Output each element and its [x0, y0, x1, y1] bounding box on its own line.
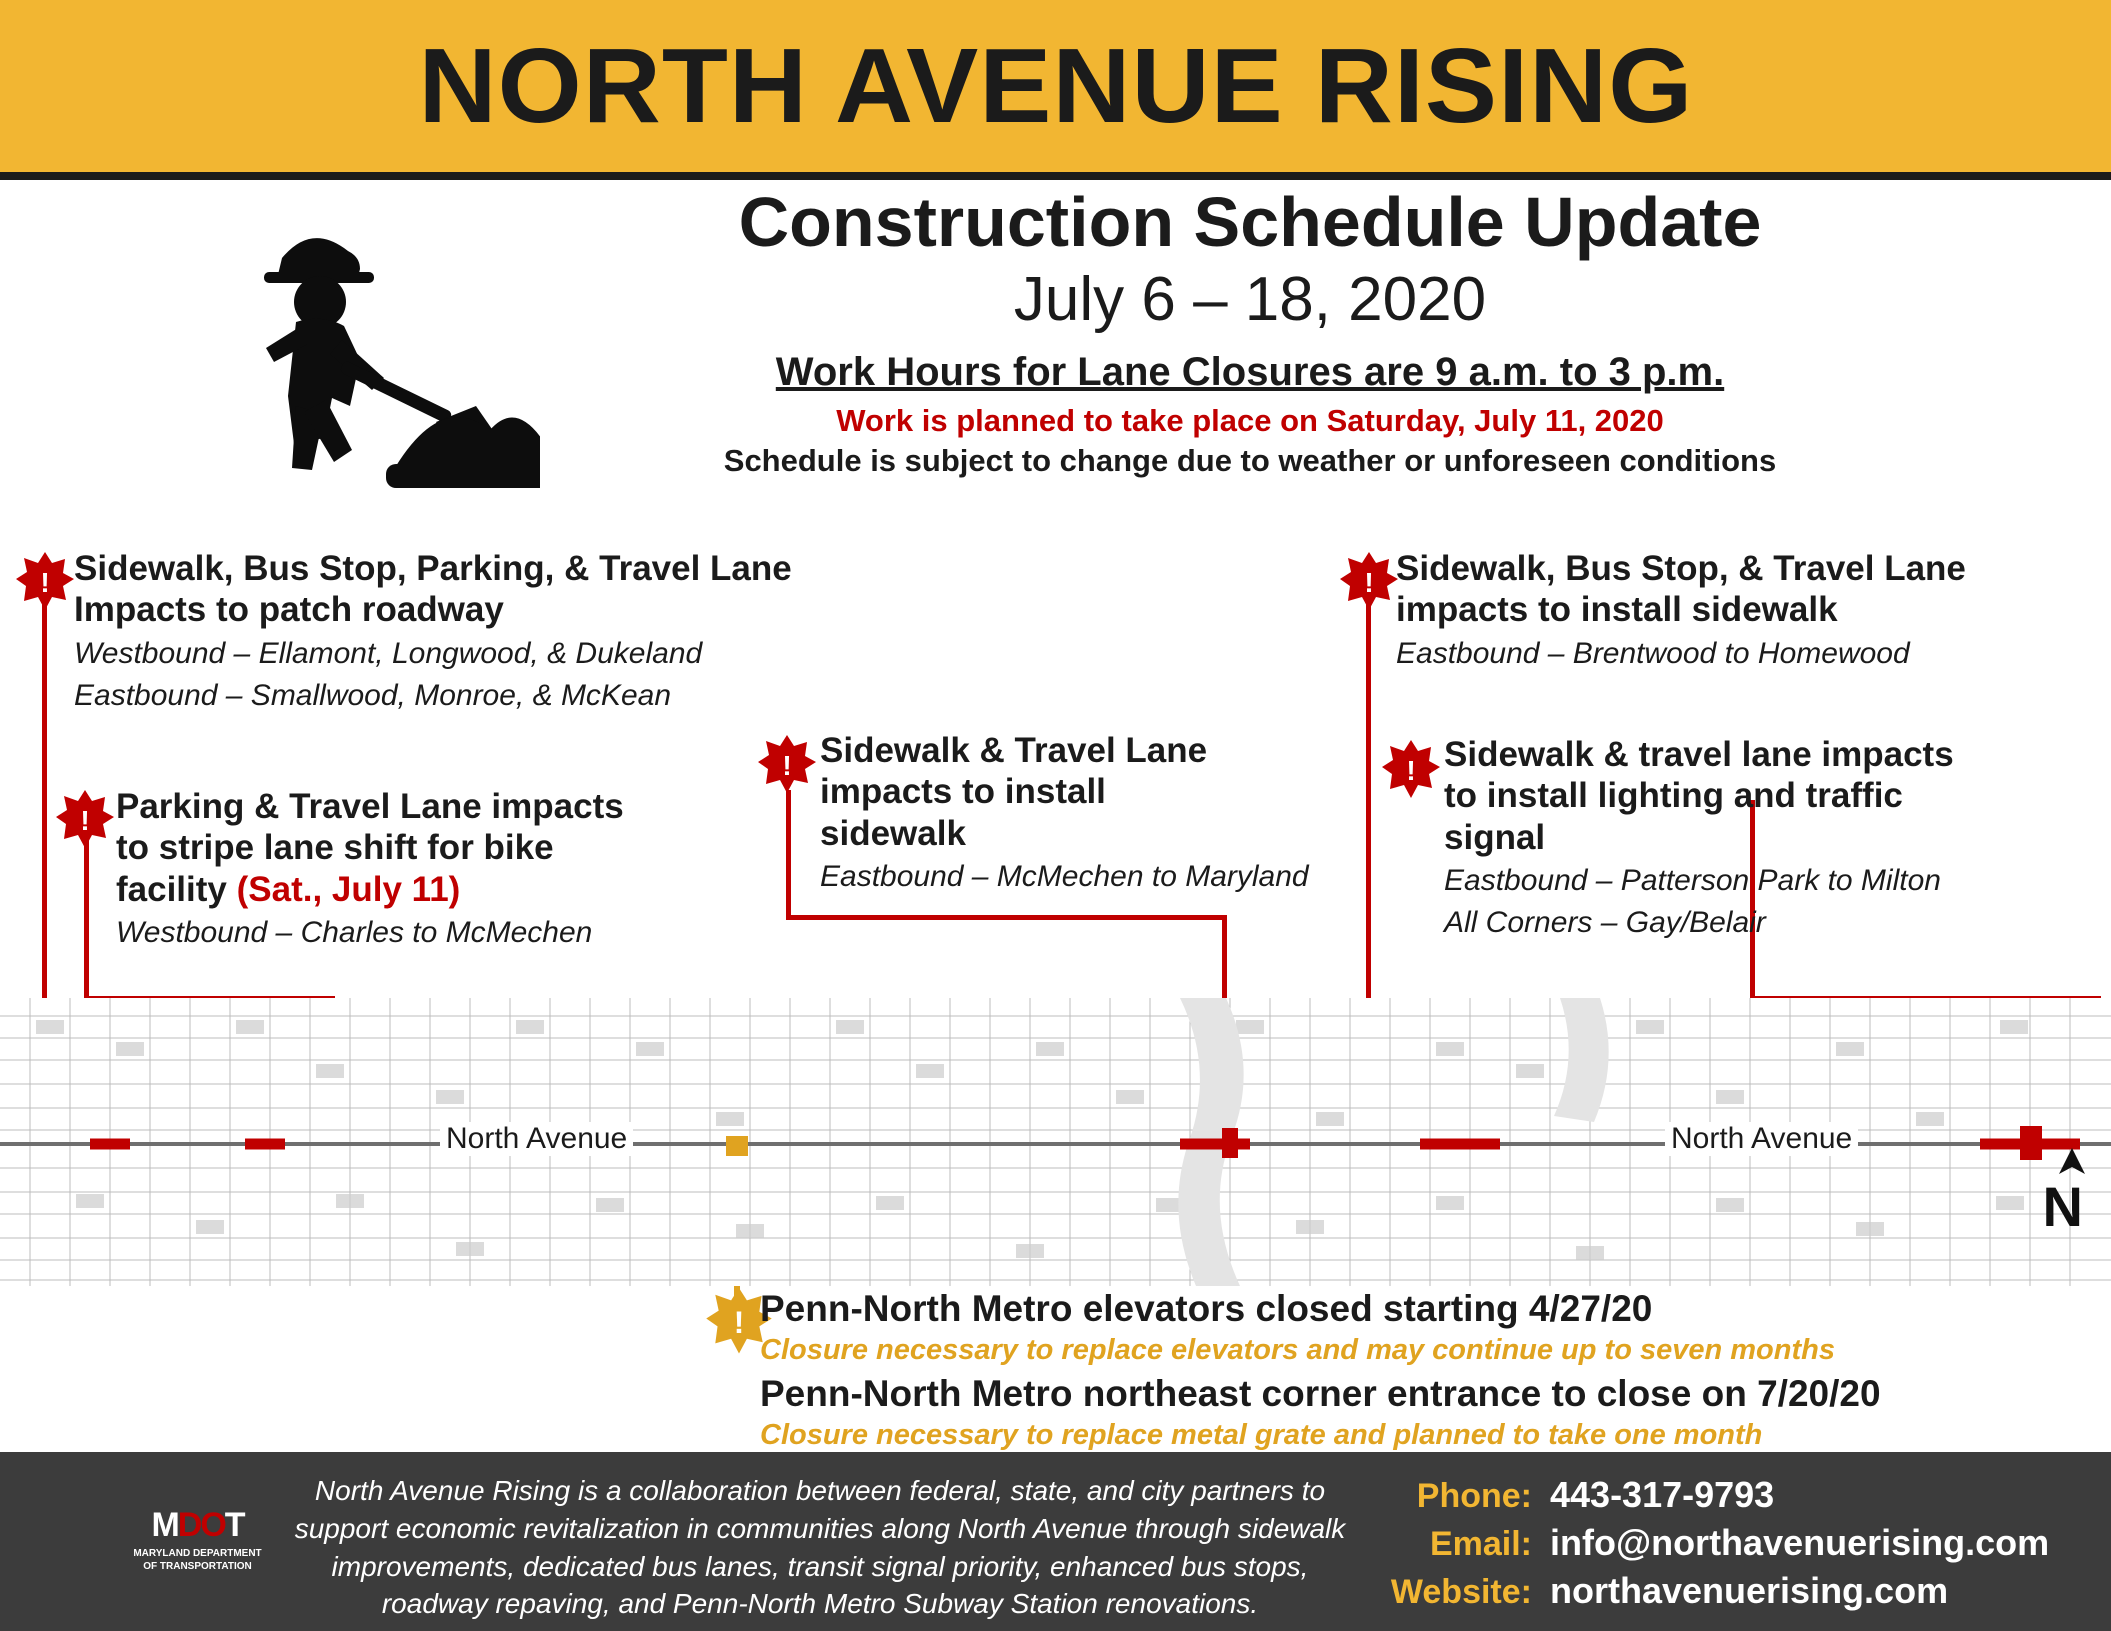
alert-burst-icon-patch — [16, 552, 74, 614]
callout-patch-sub-1: Westbound – Ellamont, Longwood, & Dukeland — [74, 636, 703, 670]
callout-lighting-head-1: Sidewalk & travel lane impacts — [1444, 735, 1954, 774]
header-block — [430, 183, 2070, 479]
callout-center-head-1: Sidewalk & Travel Lane — [820, 731, 1208, 770]
callout-east-sub-1: Eastbound – Brentwood to Homewood — [1396, 636, 1910, 670]
banner — [0, 0, 2111, 172]
callout-east-head-2: impacts to install sidewalk — [1396, 590, 1838, 630]
subtitle: Construction Schedule Update — [738, 183, 1762, 261]
map-label-north-avenue-left: North Avenue — [440, 1122, 633, 1156]
footer-description: North Avenue Rising is a collaboration between federal, state, and city partners to support economic revitalization in communities along North Avenue through sidewalk improvements, dedicated bus lanes, transit signal priority, enhanced bus stops, roadway repaving, and Penn-North Metro Subway Station renovations. — [294, 1475, 1346, 1620]
connector-line-bike-v — [84, 840, 89, 1000]
contact-row-phone — [1380, 1474, 2049, 1516]
callout-center-sub-1: Eastbound – McMechen to Maryland — [820, 859, 1309, 893]
metro-entrance-closure: Penn-North Metro northeast corner entrance to close on 7/20/20 — [760, 1373, 1881, 1415]
weather-note: Schedule is subject to change due to weather or unforeseen conditions — [723, 442, 1777, 478]
contact-row-website — [1380, 1570, 2049, 1612]
metro-elevator-closure-note: Closure necessary to replace elevators and may continue up to seven months — [760, 1333, 1835, 1366]
work-hours-note: Work Hours for Lane Closures are 9 a.m. to 3 p.m. — [775, 349, 1725, 394]
connector-line-center-h — [786, 915, 1226, 920]
page-title: NORTH AVENUE RISING — [418, 26, 1693, 145]
svg-text:!: ! — [40, 567, 50, 598]
callout-bike-facility — [116, 786, 796, 952]
metro-entrance-closure-note: Closure necessary to replace metal grate and planned to take one month — [760, 1418, 1763, 1451]
alert-burst-icon-east-sidewalk — [1340, 552, 1398, 614]
callout-lighting-head-2: to install lighting and traffic — [1444, 776, 1903, 816]
mdot-logo-caption: MARYLAND DEPARTMENT OF TRANSPORTATION — [133, 1548, 262, 1572]
contact-label-email: Email: — [1429, 1525, 1532, 1563]
callout-lighting-sub-2: All Corners – Gay/Belair — [1444, 906, 1766, 940]
metro-elevator-closure: Penn-North Metro elevators closed starting 4/27/20 — [760, 1288, 1653, 1329]
callout-install-sidewalk-center — [820, 730, 1420, 896]
svg-text:!: ! — [1406, 755, 1416, 786]
contact-label-website: Website: — [1390, 1573, 1532, 1611]
callout-center-head-2: impacts to install — [820, 772, 1106, 812]
alert-burst-icon-bike — [56, 790, 114, 852]
contact-value-email[interactable]: info@northavenuerising.com — [1550, 1522, 2050, 1563]
north-arrow-label: N — [2042, 1175, 2083, 1238]
callout-bike-head-1: Parking & Travel Lane impacts — [116, 787, 624, 826]
contact-label-phone: Phone: — [1416, 1477, 1532, 1515]
mdot-logo-mark: MDOT — [151, 1506, 244, 1544]
callout-bike-head-3-highlight: (Sat., July 11) — [236, 869, 461, 909]
footer — [0, 1452, 2111, 1631]
metro-notices — [760, 1288, 2080, 1453]
contact-value-website[interactable]: northavenuerising.com — [1550, 1570, 1949, 1611]
svg-text:!: ! — [1364, 567, 1374, 598]
callout-patch-head-2: Impacts to patch roadway — [74, 590, 504, 630]
project-map[interactable] — [0, 998, 2111, 1286]
callout-bike-head-2: to stripe lane shift for bike — [116, 828, 554, 868]
mdot-logo — [130, 1506, 265, 1573]
banner-divider — [0, 172, 2111, 180]
callout-patch-sub-2: Eastbound – Smallwood, Monroe, & McKean — [74, 678, 671, 712]
north-arrow-icon — [2043, 1174, 2083, 1239]
callout-lighting-sub-1: Eastbound – Patterson Park to Milton — [1444, 863, 1941, 897]
north-arrow-triangle-icon — [2057, 1148, 2087, 1176]
svg-text:!: ! — [733, 1304, 745, 1341]
callout-lighting-head-3: signal — [1444, 817, 1546, 857]
callout-east-head-1: Sidewalk, Bus Stop, & Travel Lane — [1396, 549, 1966, 588]
contact-value-phone[interactable]: 443-317-9793 — [1550, 1474, 1775, 1515]
callout-bike-head-3-text: facility — [116, 869, 237, 909]
callout-install-sidewalk-east — [1396, 548, 2111, 673]
callout-patch-head-1: Sidewalk, Bus Stop, Parking, & Travel Lane — [74, 549, 792, 588]
callout-center-head-3: sidewalk — [820, 813, 966, 853]
contact-block — [1380, 1474, 2049, 1618]
alert-burst-icon-lighting — [1382, 740, 1440, 802]
contact-row-email — [1380, 1522, 2049, 1564]
callout-bike-head-3 — [116, 869, 796, 910]
callout-patch-roadway — [74, 548, 974, 715]
saturday-note: Work is planned to take place on Saturday, July 11, 2020 — [836, 402, 1664, 438]
map-label-north-avenue-right: North Avenue — [1665, 1122, 1858, 1156]
callout-lighting-traffic-signal — [1444, 734, 2111, 943]
alert-burst-icon-center-sidewalk — [758, 735, 816, 797]
svg-text:!: ! — [80, 805, 90, 836]
date-range: July 6 – 18, 2020 — [1013, 264, 1487, 334]
callout-bike-sub-1: Westbound – Charles to McMechen — [116, 915, 593, 949]
svg-text:!: ! — [782, 750, 792, 781]
